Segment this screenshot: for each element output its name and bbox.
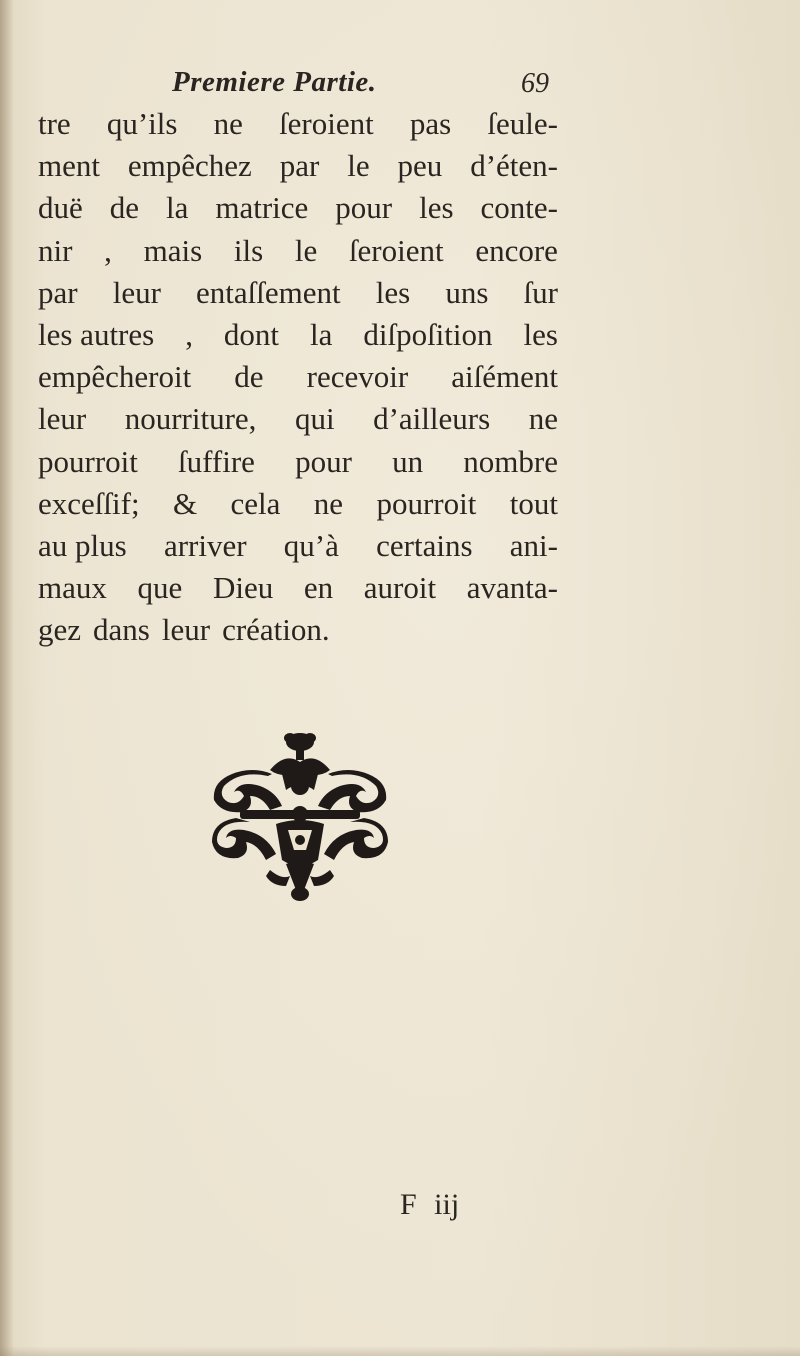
word: nir xyxy=(38,232,73,268)
word: dont xyxy=(223,316,280,352)
word: ne xyxy=(313,485,344,521)
page-edge-shadow xyxy=(0,1346,800,1356)
word: pourroit xyxy=(38,443,138,479)
page-number: 69 xyxy=(521,68,549,99)
word: que xyxy=(137,570,183,606)
word: dans xyxy=(93,612,150,648)
word: ne xyxy=(528,401,558,437)
word: empêcheroit xyxy=(38,359,192,395)
text-line xyxy=(38,398,558,440)
word: leur xyxy=(112,274,161,310)
word: arriver xyxy=(163,527,247,563)
word: , xyxy=(185,316,193,352)
text-line xyxy=(38,103,558,145)
word: les xyxy=(419,190,454,226)
word: exceſſif; xyxy=(38,485,140,521)
text-line xyxy=(38,525,558,567)
word: tout xyxy=(509,485,558,521)
body-text xyxy=(38,103,558,651)
word: qu’à xyxy=(283,527,339,563)
word: ils xyxy=(233,232,264,268)
word: qu’ils xyxy=(106,106,178,141)
word: empêchez xyxy=(127,148,252,184)
word: d’éten- xyxy=(470,148,558,184)
word: leur xyxy=(38,401,87,437)
word: aiſément xyxy=(451,359,558,395)
word: peu xyxy=(397,148,443,184)
text-line xyxy=(38,483,558,525)
word: pourroit xyxy=(376,485,477,521)
word: ſuffire xyxy=(178,443,255,479)
running-head-title: Premiere Partie. xyxy=(172,66,377,98)
word: gez xyxy=(38,612,82,648)
word: conte- xyxy=(480,190,558,226)
word: la xyxy=(166,190,189,226)
word: les xyxy=(523,316,558,352)
word: par xyxy=(279,148,320,184)
word: les xyxy=(375,274,411,310)
word: de xyxy=(109,190,140,226)
word: les autres xyxy=(38,316,155,352)
word: la xyxy=(310,316,333,352)
word: pour xyxy=(295,443,352,479)
signature-mark: F iij xyxy=(400,1188,460,1221)
word: au plus xyxy=(38,527,127,563)
word: avanta- xyxy=(466,570,558,606)
word: certains xyxy=(376,527,473,563)
word: de xyxy=(234,359,264,395)
text-line xyxy=(38,567,558,609)
word: ſeroient xyxy=(279,106,374,141)
word: cela xyxy=(230,485,281,521)
text-line xyxy=(38,145,558,187)
word: nourriture, xyxy=(124,401,257,437)
word: recevoir xyxy=(306,359,409,395)
word: auroit xyxy=(363,570,437,606)
word: le xyxy=(294,232,318,268)
word: ne xyxy=(213,106,243,141)
text-line xyxy=(38,230,558,272)
text-line xyxy=(38,314,558,356)
word: duë xyxy=(38,190,83,226)
word: tre xyxy=(38,106,71,141)
word: création. xyxy=(222,612,330,648)
word: entaſſement xyxy=(196,274,341,310)
word: d’ailleurs xyxy=(373,401,491,437)
word: & xyxy=(172,485,198,521)
word: mais xyxy=(143,232,203,268)
word: maux xyxy=(38,570,107,606)
text-line xyxy=(38,609,558,651)
word: en xyxy=(303,570,334,606)
word: ſeroient xyxy=(348,232,444,268)
word: uns xyxy=(445,274,489,310)
word: qui xyxy=(294,401,335,437)
word: diſpoſition xyxy=(363,316,493,352)
text-line xyxy=(38,441,558,483)
word: matrice xyxy=(215,190,309,226)
word: encore xyxy=(475,232,558,268)
text-line xyxy=(38,187,558,229)
word: ment xyxy=(38,148,100,184)
word: , xyxy=(104,232,112,268)
word: nombre xyxy=(463,443,558,479)
floral-fleuron-icon xyxy=(210,730,390,905)
word: pas xyxy=(409,106,452,141)
word: par xyxy=(38,274,78,310)
text-line xyxy=(38,272,558,314)
word: ſur xyxy=(523,274,558,310)
word: un xyxy=(392,443,424,479)
text-line xyxy=(38,356,558,398)
gutter-shadow xyxy=(0,0,14,1356)
word: le xyxy=(347,148,370,184)
word: ſeule- xyxy=(487,106,558,141)
word: pour xyxy=(335,190,393,226)
word: ani- xyxy=(509,527,558,563)
word: Dieu xyxy=(212,570,274,606)
word: leur xyxy=(161,612,211,648)
